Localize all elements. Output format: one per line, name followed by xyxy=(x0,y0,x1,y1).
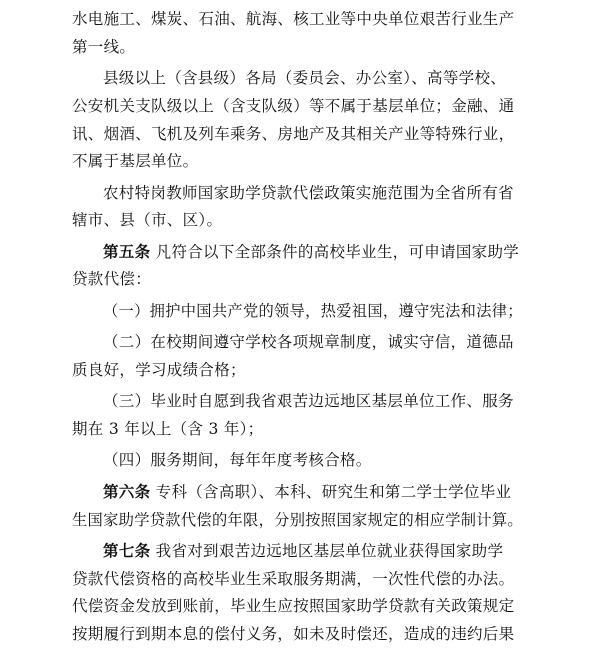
paragraph-line: 按期履行到期本息的偿付义务，如未及时偿还，造成的违约后果 xyxy=(72,625,515,643)
paragraph-line: 贷款代偿资格的高校毕业生采取服务期满，一次性代偿的办法。 xyxy=(72,569,515,588)
paragraph-line: 县级以上（含县级）各局（委员会、办公室）、高等学校、 xyxy=(103,69,507,88)
article-heading: 第五条 xyxy=(103,241,151,261)
list-item-line: （一）拥护中国共产党的领导，热爱祖国，遵守宪法和法律； xyxy=(103,301,523,320)
list-item-line: （四）服务期间，每年年度考核合格。 xyxy=(103,451,372,470)
list-item-line: 期在 3 年以上（含 3 年）； xyxy=(72,420,264,438)
article-6-first-line xyxy=(103,480,511,504)
article-text: 专科（含高职）、本科、研究生和第二学士学位毕业 xyxy=(155,482,512,501)
paragraph-line: 水电施工、煤炭、石油、航海、核工业等中央单位艰苦行业生产 xyxy=(72,10,515,28)
paragraph-line: 生国家助学贷款代偿的年限，分别按照国家规定的相应学制计算。 xyxy=(72,510,523,529)
paragraph-line: 不属于基层单位。 xyxy=(72,152,199,171)
paragraph-line: 代偿资金发放到账前，毕业生应按照国家助学贷款有关政策规定 xyxy=(72,597,515,616)
paragraph-line: 公安机关支队级以上（含支队级）等不属于基层单位；金融、通 xyxy=(72,96,515,115)
article-heading: 第六条 xyxy=(103,481,151,501)
paragraph-line: 辖市、县（市、区）。 xyxy=(72,211,223,230)
article-heading: 第七条 xyxy=(103,540,151,560)
paragraph-line: 贷款代偿： xyxy=(72,270,152,289)
article-7-first-line xyxy=(103,539,503,563)
list-item-line: 质良好，学习成绩合格； xyxy=(72,360,246,379)
article-text: 凡符合以下全部条件的高校毕业生，可申请国家助学 xyxy=(155,242,520,261)
list-item-line: （三）毕业时自愿到我省艰苦边远地区基层单位工作、服务 xyxy=(103,392,514,411)
article-text: 我省对到艰苦边远地区基层单位就业获得国家助学 xyxy=(155,541,504,560)
paragraph-line: 农村特岗教师国家助学贷款代偿政策实施范围为全省所有省 xyxy=(103,183,514,202)
paragraph-line: 讯、烟酒、飞机及列车乘务、房地产及其相关产业等特殊行业， xyxy=(72,124,515,143)
list-item-line: （二）在校期间遵守学校各项规章制度，诚实守信，道德品 xyxy=(103,333,514,352)
paragraph-line: 第一线。 xyxy=(72,37,136,56)
article-5-first-line xyxy=(103,240,519,264)
